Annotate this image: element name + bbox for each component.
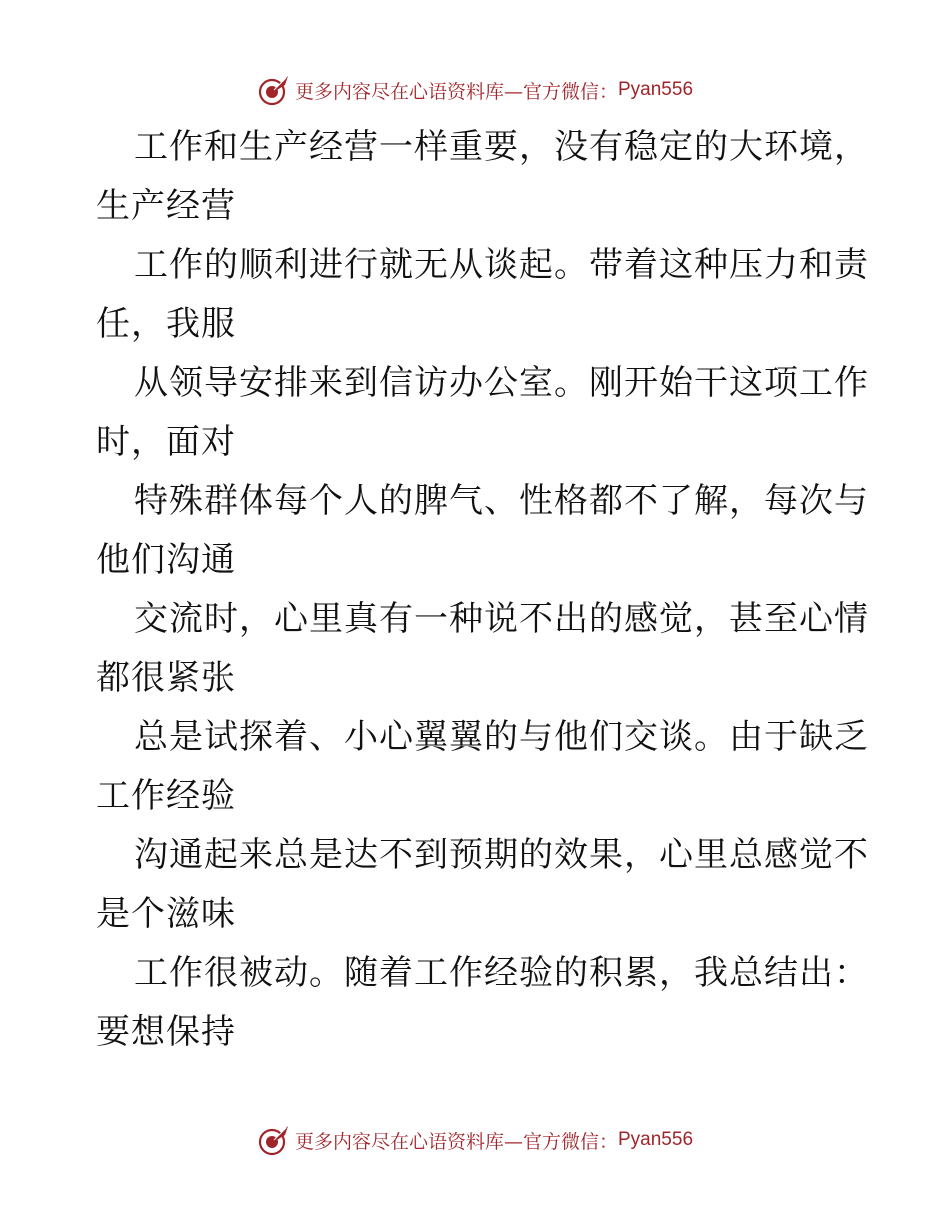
watermark-wechat-id: Pyan556: [618, 79, 694, 100]
paragraph-line: 工作和生产经营一样重要，没有稳定的大环境，: [134, 127, 869, 167]
paragraph-line: 总是试探着、小心翼翼的与他们交谈。由于缺乏: [134, 717, 869, 757]
paragraph-line: 生产经营: [96, 186, 236, 226]
watermark-wechat-id: Pyan556: [618, 1129, 694, 1150]
paragraph-line: 交流时，心里真有一种说不出的感觉，甚至心情: [134, 599, 869, 639]
paragraph-line: 都很紧张: [96, 658, 236, 698]
paragraph-line: 是个滋味: [96, 894, 236, 934]
paragraph-line: 沟通起来总是达不到预期的效果，心里总感觉不: [134, 835, 869, 875]
paragraph-line: 工作经验: [96, 776, 236, 816]
paragraph: [96, 826, 869, 944]
paragraph: [96, 944, 869, 1062]
paragraph-line: 工作很被动。随着工作经验的积累，我总结出：: [134, 953, 869, 993]
footer-watermark: [0, 1120, 950, 1160]
paragraph-line: 任，我服: [96, 304, 236, 344]
paragraph-line: 特殊群体每个人的脾气、性格都不了解，每次与: [134, 481, 869, 521]
paragraph: [96, 708, 869, 826]
paragraph-line: 要想保持: [96, 1012, 236, 1052]
paragraph-line: 从领导安排来到信访办公室。刚开始干这项工作: [134, 363, 869, 403]
paragraph-line: 工作的顺利进行就无从谈起。带着这种压力和责: [134, 245, 869, 285]
paragraph: [96, 118, 869, 236]
paragraph: [96, 236, 869, 354]
quill-logo-icon: [257, 73, 291, 107]
header-watermark: [0, 70, 950, 110]
watermark-text: 更多内容尽在心语资料库—官方微信：: [294, 1130, 618, 1153]
paragraph-line: 他们沟通: [96, 540, 236, 580]
paragraph: [96, 472, 869, 590]
paragraph: [96, 354, 869, 472]
watermark-text: 更多内容尽在心语资料库—官方微信：: [294, 80, 618, 103]
quill-logo-icon: [257, 1123, 291, 1157]
paragraph-line: 时，面对: [96, 422, 236, 462]
paragraph: [96, 590, 869, 708]
document-body: [96, 118, 869, 1062]
